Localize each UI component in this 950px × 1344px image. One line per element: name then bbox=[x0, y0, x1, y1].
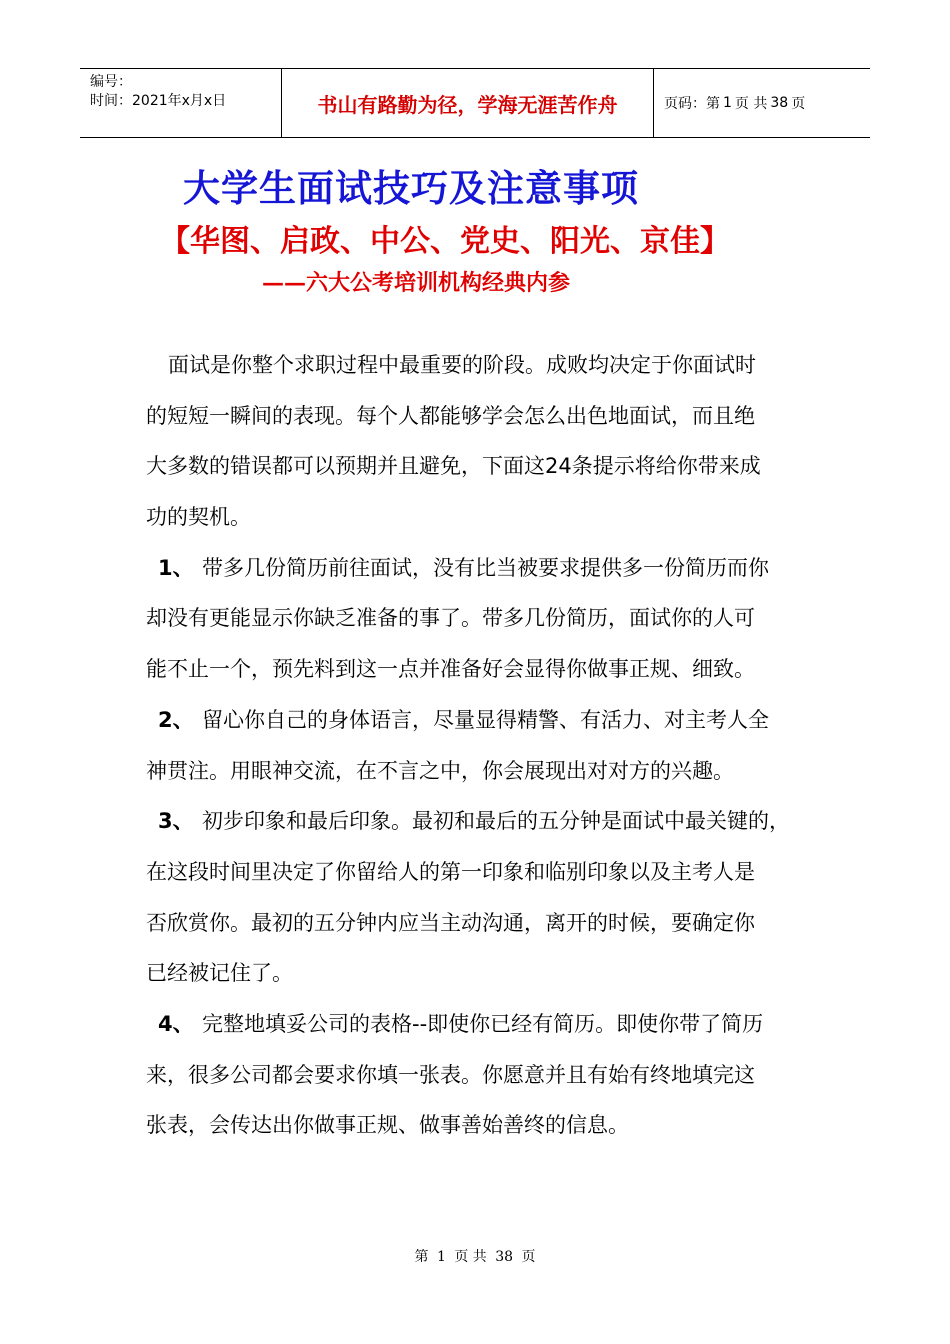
header-page-mid: 页 共 bbox=[734, 96, 768, 112]
tip-item-3-line: 已经被记住了。 bbox=[146, 961, 293, 986]
header-page-prefix: 页码：第 bbox=[664, 96, 720, 112]
tip-item-4-line: 张表，会传达出你做事正规、做事善始善终的信息。 bbox=[146, 1113, 629, 1138]
tip-number: 3、 bbox=[158, 809, 194, 834]
intro-line: 功的契机。 bbox=[146, 505, 251, 530]
tip-number: 4、 bbox=[158, 1011, 194, 1036]
document-body bbox=[146, 340, 826, 1151]
tip-item-2-line: 神贯注。用眼神交流，在不言之中，你会展现出对对方的兴趣。 bbox=[146, 758, 734, 783]
tip-text: 初步印象和最后印象。最初和最后的五分钟是面试中最关键的， bbox=[202, 809, 790, 834]
header-page-suffix: 页 bbox=[791, 96, 806, 112]
document-subtitle: 【华图、启政、中公、党史、阳光、京佳】 bbox=[160, 224, 730, 259]
header-page-current: 1 bbox=[723, 95, 732, 111]
footer-page-current: 1 bbox=[436, 1249, 446, 1265]
tip-item-3-line: 在这段时间里决定了你留给人的第一印象和临别印象以及主考人是 bbox=[146, 859, 755, 884]
header-page-cell bbox=[654, 69, 870, 137]
page-footer bbox=[0, 1246, 950, 1266]
footer-page-mid: 页 共 bbox=[454, 1249, 487, 1265]
document-title: 大学生面试技巧及注意事项 bbox=[183, 166, 639, 210]
page-header bbox=[80, 68, 870, 138]
footer-page-total: 38 bbox=[495, 1249, 514, 1265]
tip-text: 留心你自己的身体语言，尽量显得精警、有活力、对主考人全 bbox=[202, 707, 769, 732]
tip-item-2-head bbox=[146, 695, 826, 746]
tip-number: 1、 bbox=[158, 555, 194, 580]
tip-item-3-line: 否欣赏你。最初的五分钟内应当主动沟通，离开的时候，要确定你 bbox=[146, 910, 755, 935]
tip-number: 2、 bbox=[158, 707, 194, 732]
document-time-label: 时间：2021年x月x日 bbox=[90, 93, 227, 109]
tip-item-4-line: 来，很多公司都会要求你填一张表。你愿意并且有始有终地填完这 bbox=[146, 1062, 755, 1087]
tip-item-1-head bbox=[146, 543, 826, 594]
header-motto-cell bbox=[282, 69, 654, 137]
header-page-total: 38 bbox=[770, 95, 789, 111]
tip-item-4-head bbox=[146, 999, 826, 1050]
tip-text: 带多几份简历前往面试，没有比当被要求提供多一份简历而你 bbox=[202, 555, 769, 580]
tip-text: 完整地填妥公司的表格--即使你已经有简历。即使你带了简历 bbox=[202, 1011, 764, 1036]
header-motto: 书山有路勤为径，学海无涯苦作舟 bbox=[317, 92, 618, 117]
document-subtitle-source: ——六大公考培训机构经典内参 bbox=[262, 270, 571, 296]
intro-line: 大多数的错误都可以预期并且避免，下面这24条提示将给你带来成 bbox=[146, 454, 761, 479]
footer-page-suffix: 页 bbox=[521, 1249, 536, 1265]
intro-line: 的短短一瞬间的表现。每个人都能够学会怎么出色地面试，而且绝 bbox=[146, 403, 755, 428]
header-meta-cell bbox=[80, 69, 282, 137]
document-number-label: 编号： bbox=[90, 74, 132, 90]
tip-item-3-head bbox=[146, 796, 826, 847]
tip-item-1-line: 能不止一个，预先料到这一点并准备好会显得你做事正规、细致。 bbox=[146, 657, 755, 682]
footer-page-prefix: 第 bbox=[414, 1249, 429, 1265]
tip-item-1-line: 却没有更能显示你缺乏准备的事了。带多几份简历，面试你的人可 bbox=[146, 606, 755, 631]
intro-line: 面试是你整个求职过程中最重要的阶段。成败均决定于你面试时 bbox=[168, 353, 756, 377]
